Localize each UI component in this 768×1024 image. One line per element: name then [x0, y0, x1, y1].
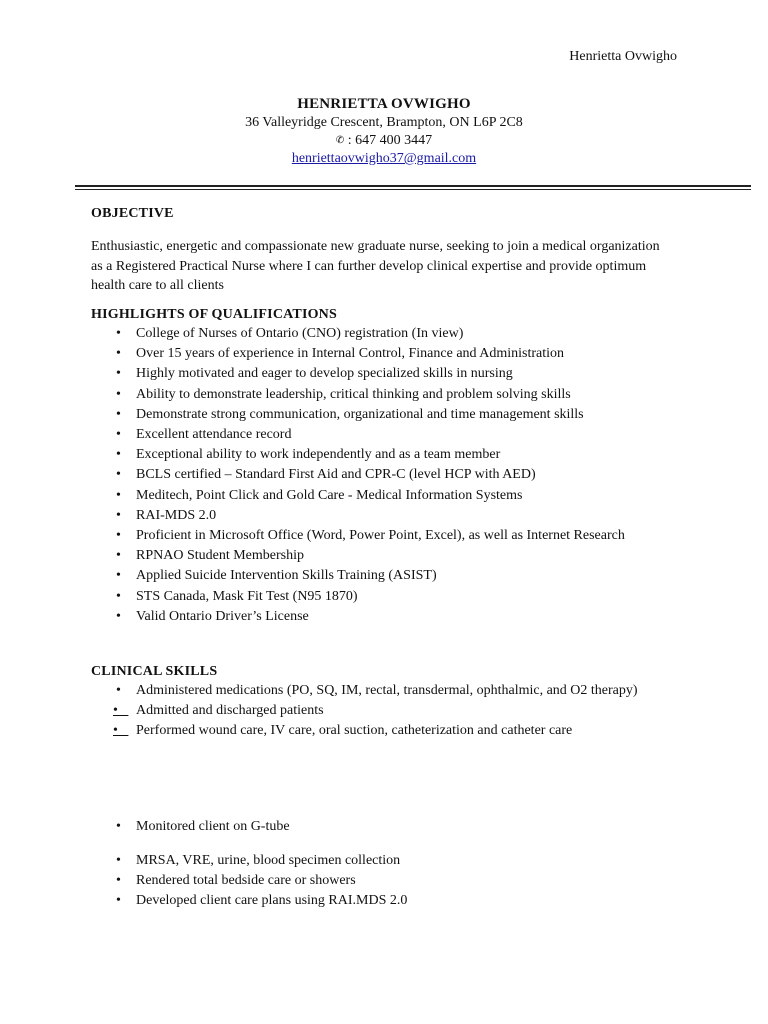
- phone-number: : 647 400 3447: [347, 133, 433, 148]
- address: 36 Valleyridge Crescent, Brampton, ON L6P 2C8: [245, 115, 523, 130]
- list-item: • College of Nurses of Ontario (CNO) registration (In view): [91, 324, 691, 344]
- highlights-list: [91, 324, 691, 627]
- clinical-skills-list-2: [91, 817, 691, 837]
- running-header-name: Henrietta Ovwigho: [569, 49, 677, 64]
- clinical-skills-heading: CLINICAL SKILLS: [91, 664, 218, 679]
- list-item: • RPNAO Student Membership: [91, 546, 691, 566]
- list-item: • Applied Suicide Intervention Skills Training (ASIST): [91, 566, 691, 586]
- list-item: • STS Canada, Mask Fit Test (N95 1870): [91, 587, 691, 607]
- email-link[interactable]: henriettaovwigho37@gmail.com: [291, 151, 477, 166]
- list-item: • MRSA, VRE, urine, blood specimen collection: [91, 851, 691, 871]
- list-item: • Admitted and discharged patients: [91, 701, 691, 721]
- phone-icon: ✆: [335, 135, 345, 146]
- list-item: • Rendered total bedside care or showers: [91, 871, 691, 891]
- contact-block: [0, 94, 768, 168]
- list-item: • Monitored client on G-tube: [91, 817, 691, 837]
- list-item: • BCLS certified – Standard First Aid and CPR-C (level HCP with AED): [91, 465, 691, 485]
- list-item: • Demonstrate strong communication, organizational and time management skills: [91, 405, 691, 425]
- list-item: • Meditech, Point Click and Gold Care - Medical Information Systems: [91, 486, 691, 506]
- clinical-skills-list-3: [91, 851, 691, 912]
- list-item: • Proficient in Microsoft Office (Word, Power Point, Excel), as well as Internet Research: [91, 526, 691, 546]
- header-divider-thick: [75, 185, 751, 187]
- highlights-heading: HIGHLIGHTS OF QUALIFICATIONS: [91, 307, 337, 322]
- objective-text: Enthusiastic, energetic and compassionate new graduate nurse, seeking to join a medical organization as a Registered Practical Nurse where I can further develop clinical expertise and provide optimum health care to all clients: [91, 239, 660, 293]
- list-item: • Ability to demonstrate leadership, critical thinking and problem solving skills: [91, 385, 691, 405]
- clinical-skills-list-1: [91, 681, 691, 742]
- objective-heading: OBJECTIVE: [91, 206, 174, 221]
- list-item: • RAI-MDS 2.0: [91, 506, 691, 526]
- list-item: • Excellent attendance record: [91, 425, 691, 445]
- candidate-name: HENRIETTA OVWIGHO: [297, 96, 471, 112]
- list-item: • Performed wound care, IV care, oral suction, catheterization and catheter care: [91, 721, 691, 741]
- header-divider-thin: [75, 189, 751, 190]
- list-item: • Developed client care plans using RAI.MDS 2.0: [91, 891, 691, 911]
- list-item: • Over 15 years of experience in Internal Control, Finance and Administration: [91, 344, 691, 364]
- list-item: • Highly motivated and eager to develop specialized skills in nursing: [91, 364, 691, 384]
- list-item: • Exceptional ability to work independently and as a team member: [91, 445, 691, 465]
- email-line: [0, 150, 768, 168]
- phone-line: [0, 132, 768, 150]
- list-item: • Administered medications (PO, SQ, IM, rectal, transdermal, ophthalmic, and O2 therapy): [91, 681, 691, 701]
- list-item: • Valid Ontario Driver’s License: [91, 607, 691, 627]
